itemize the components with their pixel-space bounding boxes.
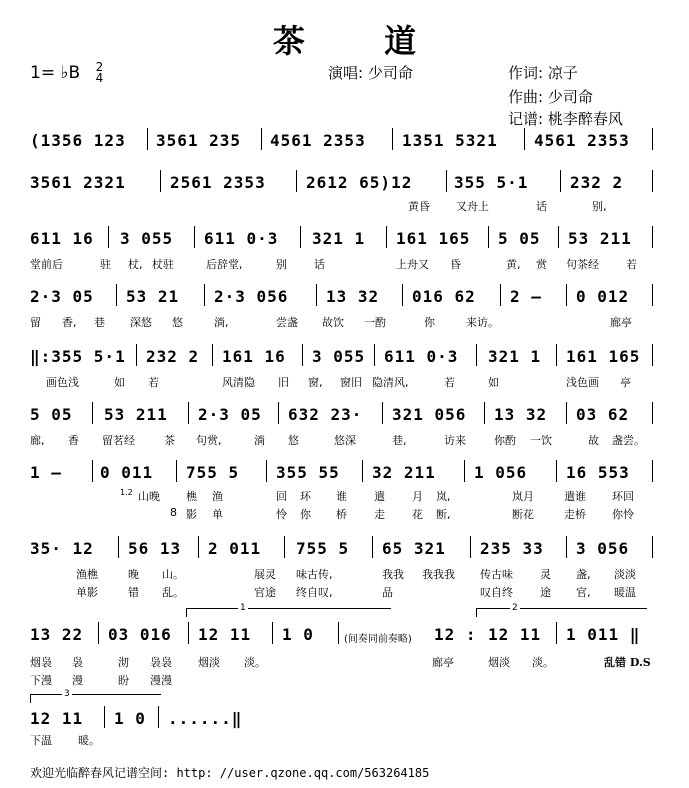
lyric: 你 xyxy=(424,316,435,329)
lyric: 句茶经 xyxy=(566,258,599,271)
lyric: 廊亭 xyxy=(610,316,632,329)
measure: 1 0 xyxy=(282,625,314,644)
measure: 53 211 xyxy=(568,229,632,248)
lyric: 赏 xyxy=(536,258,547,271)
footer-credit: 欢迎光临醉春风记谱空间: http: //user.qzone.qq.com/563264185 xyxy=(30,766,430,780)
measure: 53 21 xyxy=(126,287,180,306)
lyric: 淡。 xyxy=(244,656,266,669)
lyric: 烟袅 xyxy=(30,656,52,669)
measure: 13 32 xyxy=(326,287,380,306)
singer-credit: 演唱: 少司命 xyxy=(328,64,413,82)
lyric: 遣 xyxy=(374,490,385,503)
lyric: 官, xyxy=(576,586,591,599)
volta-number-3: 3 xyxy=(64,689,70,699)
lyric: 尝盏 xyxy=(276,316,298,329)
lyric: 袅 xyxy=(72,656,83,669)
measure: 2612 65)12 xyxy=(306,173,413,192)
measure: 755 5 xyxy=(186,463,240,482)
lyric: 黄, xyxy=(506,258,521,271)
lyric: 山。 xyxy=(162,568,184,581)
lyric: 深悠 xyxy=(130,316,152,329)
time-top: 2 xyxy=(95,60,104,74)
measure: 5 05 xyxy=(30,405,73,424)
measure: 611 0·3 xyxy=(204,229,279,248)
transcriber-credit: 记谱: 桃李醉春风 xyxy=(508,110,623,128)
lyric: 我我 xyxy=(382,568,404,581)
lyric: 如 xyxy=(114,376,125,389)
measure: ‖:355 5·1 xyxy=(30,347,126,366)
lyric: 途 xyxy=(540,586,551,599)
lyric: 终自叹, xyxy=(296,586,333,599)
lyric: 悠 xyxy=(288,434,299,447)
measure: 2·3 056 xyxy=(214,287,289,306)
lyric: 回 xyxy=(276,490,287,503)
lyric: 黄昏 xyxy=(408,200,430,213)
lyrics-row-9 xyxy=(0,732,689,748)
measure: (1356 123 xyxy=(30,131,126,150)
lyric: 花 xyxy=(412,508,423,521)
lyric: 悠 xyxy=(172,316,183,329)
measure: 2 – xyxy=(510,287,542,306)
lyric: 烟淡 xyxy=(198,656,220,669)
lyric: 话 xyxy=(314,258,325,271)
measure: 161 165 xyxy=(396,229,471,248)
measure: 65 321 xyxy=(382,539,446,558)
lyric: 下漫 xyxy=(30,674,52,687)
lyric: 遣谁 xyxy=(564,490,586,503)
lyric: 我我我 xyxy=(422,568,455,581)
lyric: 风清隐 xyxy=(222,376,255,389)
lyric: 留 xyxy=(30,316,41,329)
lyric: 巷, xyxy=(392,434,407,447)
time-bottom: 4 xyxy=(95,71,104,85)
lyric: 乱。 xyxy=(162,586,184,599)
lyric: 渔 xyxy=(212,490,223,503)
lyric: 窗, xyxy=(308,376,323,389)
lyric: 你怜 xyxy=(612,508,634,521)
lyric: 后辞堂, xyxy=(206,258,243,271)
lyric: 香, xyxy=(62,316,77,329)
lyric: 浅色画 xyxy=(566,376,599,389)
lyric: 袅袅 xyxy=(150,656,172,669)
lyric: 断, xyxy=(436,508,451,521)
measure: 3 055 xyxy=(312,347,366,366)
lyrics-row-4 xyxy=(0,374,689,390)
lyric: 旧 xyxy=(278,376,289,389)
lyric: 影 xyxy=(186,508,197,521)
measure: 161 165 xyxy=(566,347,641,366)
measure: 03 62 xyxy=(576,405,630,424)
lyric: 盏, xyxy=(576,568,591,581)
lyric: 访来 xyxy=(444,434,466,447)
measure: 12 : xyxy=(434,625,477,644)
measure: 755 5 xyxy=(296,539,350,558)
lyric: 走桥 xyxy=(564,508,586,521)
composer-credit: 作曲: 少司命 xyxy=(508,88,593,106)
measure: 232 2 xyxy=(570,173,624,192)
lyric: 岚月 xyxy=(512,490,534,503)
measure: 13 22 xyxy=(30,625,84,644)
key-label: 1= ♭B xyxy=(30,63,81,83)
measure: 232 2 xyxy=(146,347,200,366)
lyric: 漫 xyxy=(72,674,83,687)
measure: 321 1 xyxy=(488,347,542,366)
measure: 321 1 xyxy=(312,229,366,248)
lyric: 若 xyxy=(148,376,159,389)
lyric: 烟淡 xyxy=(488,656,510,669)
lyric: 窗旧 xyxy=(340,376,362,389)
lyrics-row-8a xyxy=(0,654,689,670)
lyric: 单影 xyxy=(76,586,98,599)
lyric: 单 xyxy=(212,508,223,521)
lyrics-row-7b xyxy=(0,584,689,600)
time-signature xyxy=(96,62,104,84)
lyric: 你 xyxy=(300,508,311,521)
lyrics-row-7a xyxy=(0,566,689,582)
lyric: 盼 xyxy=(118,674,129,687)
lyrics-row-6b xyxy=(0,506,689,522)
measure: 611 0·3 xyxy=(384,347,459,366)
lyric: 如 xyxy=(488,376,499,389)
measure: 35· 12 xyxy=(30,539,94,558)
lyric: 断花 xyxy=(512,508,534,521)
measure: 3561 235 xyxy=(156,131,242,150)
lyric: 走 xyxy=(374,508,385,521)
lyric: 岚, xyxy=(436,490,451,503)
measure: 2 011 xyxy=(208,539,262,558)
measure: 53 211 xyxy=(104,405,168,424)
measure: 1 056 xyxy=(474,463,528,482)
lyric: 盏尝。 xyxy=(612,434,645,447)
verse-number: 1.2 xyxy=(120,488,133,497)
lyric: 叹自终 xyxy=(480,586,513,599)
measure: 3 056 xyxy=(576,539,630,558)
measure: 13 32 xyxy=(494,405,548,424)
measure: 03 016 xyxy=(108,625,172,644)
lyric: 杖驻 xyxy=(152,258,174,271)
lyric: 淌 xyxy=(254,434,265,447)
lyric: 下温 xyxy=(30,734,52,747)
lyric: 亭 xyxy=(620,376,631,389)
lyric: 谁 xyxy=(336,490,347,503)
lyric: 环 xyxy=(300,490,311,503)
lyric: 淡。 xyxy=(532,656,554,669)
lyric: 晚 xyxy=(128,568,139,581)
lyric: 错 xyxy=(128,586,139,599)
measure: 016 62 xyxy=(412,287,476,306)
measure: 0 012 xyxy=(576,287,630,306)
lyrics-row-2 xyxy=(0,256,689,272)
lyric: 桥 xyxy=(336,508,347,521)
measure: 1351 5321 xyxy=(402,131,498,150)
lyricist-credit: 作词: 凉子 xyxy=(508,64,578,82)
measure: 3 055 xyxy=(120,229,174,248)
lyric: 画色浅 xyxy=(46,376,79,389)
lyric: 你酌 xyxy=(494,434,516,447)
volta-number-2: 2 xyxy=(512,603,518,613)
lyric: 别, xyxy=(592,200,607,213)
lyric: 杖, xyxy=(128,258,143,271)
lyric: 渔樵 xyxy=(76,568,98,581)
ds-marking: 乱错 D.S xyxy=(604,656,651,669)
lyric: 香 xyxy=(68,434,79,447)
lyric: 怜 xyxy=(276,508,287,521)
lyric: 廊亭 xyxy=(432,656,454,669)
measure: 611 16 xyxy=(30,229,94,248)
measure: 1 011 ‖ xyxy=(566,625,641,644)
interlude-note: (间奏同前奏略) xyxy=(344,634,412,645)
measure: 2561 2353 xyxy=(170,173,266,192)
lyric: 来访。 xyxy=(466,316,499,329)
measure: 321 056 xyxy=(392,405,467,424)
lyric: 樵 xyxy=(186,490,197,503)
lyric: 传古味 xyxy=(480,568,513,581)
lyrics-row-5 xyxy=(0,432,689,448)
lyric: 若 xyxy=(626,258,637,271)
lyric: 别 xyxy=(276,258,287,271)
lyric: 昏 xyxy=(450,258,461,271)
measure: 12 11 xyxy=(198,625,252,644)
measure: 355 5·1 xyxy=(454,173,529,192)
lyric: 故饮 xyxy=(322,316,344,329)
lyric: 悠深 xyxy=(334,434,356,447)
measure: 4561 2353 xyxy=(270,131,366,150)
measure: 0 011 xyxy=(100,463,154,482)
volta-number-1: 1 xyxy=(240,603,246,613)
measure: 5 05 xyxy=(498,229,541,248)
lyric: 月 xyxy=(412,490,423,503)
lyric: 淌, xyxy=(214,316,229,329)
lyric: 漫漫 xyxy=(150,674,172,687)
measure: 16 553 xyxy=(566,463,630,482)
lyrics-row-3 xyxy=(0,314,689,330)
lyric: 一酌 xyxy=(364,316,386,329)
measure: 2·3 05 xyxy=(30,287,94,306)
lyric: 茶 xyxy=(164,434,175,447)
measure: 56 13 xyxy=(128,539,182,558)
measure: 4561 2353 xyxy=(534,131,630,150)
lyric: 味古传, xyxy=(296,568,333,581)
song-title: 茶 道 xyxy=(272,22,451,60)
lyric: 上舟又 xyxy=(396,258,429,271)
lyric: 又舟上 xyxy=(456,200,489,213)
lyric: 暖温 xyxy=(614,586,636,599)
measure: 235 33 xyxy=(480,539,544,558)
score-row-1 xyxy=(0,124,689,164)
lyric: 一饮 xyxy=(530,434,552,447)
lyric: 句赏, xyxy=(196,434,222,447)
measure: 632 23· xyxy=(288,405,363,424)
lyric: 话 xyxy=(536,200,547,213)
lyric: 展灵 xyxy=(254,568,276,581)
lyric: 驻 xyxy=(100,258,111,271)
lyric: 品 xyxy=(382,586,393,599)
measure: 3561 2321 xyxy=(30,173,126,192)
measure: 12 11 xyxy=(488,625,542,644)
measure: 161 16 xyxy=(222,347,286,366)
measure: 355 55 xyxy=(276,463,340,482)
measure: 2·3 05 xyxy=(198,405,262,424)
lyric-marker: 8 xyxy=(170,506,177,519)
key-signature xyxy=(30,62,103,84)
lyric: 环回 xyxy=(612,490,634,503)
measure: 1 – xyxy=(30,463,62,482)
lyric: 廊, xyxy=(30,434,45,447)
measure: 12 11 xyxy=(30,709,84,728)
lyrics-row-1 xyxy=(0,198,689,214)
lyric: 故 xyxy=(588,434,599,447)
lyric: 官途 xyxy=(254,586,276,599)
lyric: 暖。 xyxy=(78,734,100,747)
lyric: 淡淡 xyxy=(614,568,636,581)
volta-bracket-2 xyxy=(476,608,647,617)
lyric: 隐清风, xyxy=(372,376,409,389)
measure: 1 0 xyxy=(114,709,146,728)
lyric: 若 xyxy=(444,376,455,389)
lyric: 山晚 xyxy=(138,490,160,503)
lyric: 留茗经 xyxy=(102,434,135,447)
volta-bracket-1 xyxy=(186,608,391,617)
lyric: 灵 xyxy=(540,568,551,581)
lyric: 沏 xyxy=(118,656,129,669)
lyrics-row-6a xyxy=(0,488,689,504)
lyric: 巷 xyxy=(94,316,105,329)
measure: 32 211 xyxy=(372,463,436,482)
lyric: 堂前后 xyxy=(30,258,63,271)
measure: ......‖ xyxy=(168,709,243,728)
lyrics-row-8b xyxy=(0,672,689,688)
score-row-9 xyxy=(0,618,689,658)
